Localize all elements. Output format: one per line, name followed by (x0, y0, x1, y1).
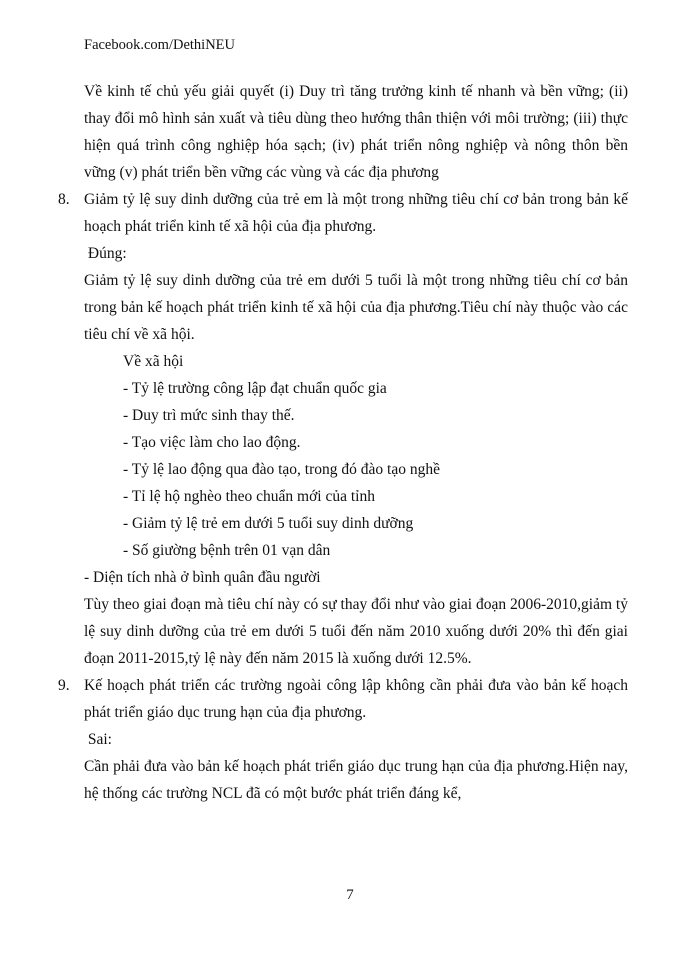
question-8-explanation: Giảm tỷ lệ suy dinh dưỡng của trẻ em dưới 5 tuổi là một trong những tiêu chí cơ bản trong bản kế hoạch phát triển kinh tế xã hội của địa phương.Tiêu chí này thuộc vào các tiêu chí về xã hội. (84, 272, 628, 343)
list-item: - Tỷ lệ lao động qua đào tạo, trong đó đào tạo nghề (123, 461, 440, 478)
social-heading: Về xã hội (123, 353, 184, 370)
question-9 (58, 672, 628, 726)
page-number: 7 (346, 887, 354, 903)
page-header-source: Facebook.com/DethiNEU (84, 37, 236, 53)
question-8-closing: Tùy theo giai đoạn mà tiêu chí này có sự thay đổi như vào giai đoạn 2006-2010,giảm tỷ lệ suy dinh dưỡng của trẻ em dưới 5 tuổi đến năm 2010 xuống dưới 20% thì đến giai đoạn 2011-2015,tỷ lệ này đến năm 2015 là xuống dưới 12.5%. (84, 596, 628, 667)
intro-paragraph: Về kinh tế chủ yếu giải quyết (i) Duy trì tăng trưởng kinh tế nhanh và bền vững; (ii) thay đổi mô hình sản xuất và tiêu dùng theo hướng thân thiện với môi trường; (iii) thực hiện quá trình công nghiệp hóa sạch; (iv) phát triển nông nghiệp và nông thôn bền vững (v) phát triển bền vững các vùng và các địa phương (84, 83, 628, 181)
question-9-explanation: Cần phải đưa vào bản kế hoạch phát triển giáo dục trung hạn của địa phương.Hiện nay, hệ thống các trường NCL đã có một bước phát triển đáng kể, (84, 758, 628, 802)
list-item: - Tỉ lệ hộ nghèo theo chuẩn mới của tỉnh (123, 488, 375, 505)
social-criteria-list (58, 375, 628, 564)
question-9-verdict: Sai: (87, 731, 112, 748)
question-9-number: 9. (58, 677, 70, 694)
question-8-number: 8. (58, 191, 70, 208)
list-item-extra: - Diện tích nhà ở bình quân đầu người (84, 569, 321, 586)
list-item: - Tỷ lệ trường công lập đạt chuẩn quốc gia (123, 380, 387, 397)
list-item: - Tạo việc làm cho lao động. (123, 434, 301, 451)
question-8-verdict: Đúng: (87, 245, 127, 262)
question-8 (58, 186, 628, 240)
question-8-statement: Giảm tỷ lệ suy dinh dưỡng của trẻ em là một trong những tiêu chí cơ bản trong bản kế hoạch phát triển kinh tế xã hội của địa phương. (84, 191, 628, 235)
document-body (58, 78, 628, 807)
question-9-statement: Kế hoạch phát triển các trường ngoài công lập không cần phải đưa vào bản kế hoạch phát triển giáo dục trung hạn của địa phương. (84, 677, 628, 721)
list-item: - Duy trì mức sinh thay thế. (123, 407, 295, 424)
list-item: - Giảm tỷ lệ trẻ em dưới 5 tuổi suy dinh dưỡng (123, 515, 414, 532)
list-item: - Số giường bệnh trên 01 vạn dân (123, 542, 331, 559)
